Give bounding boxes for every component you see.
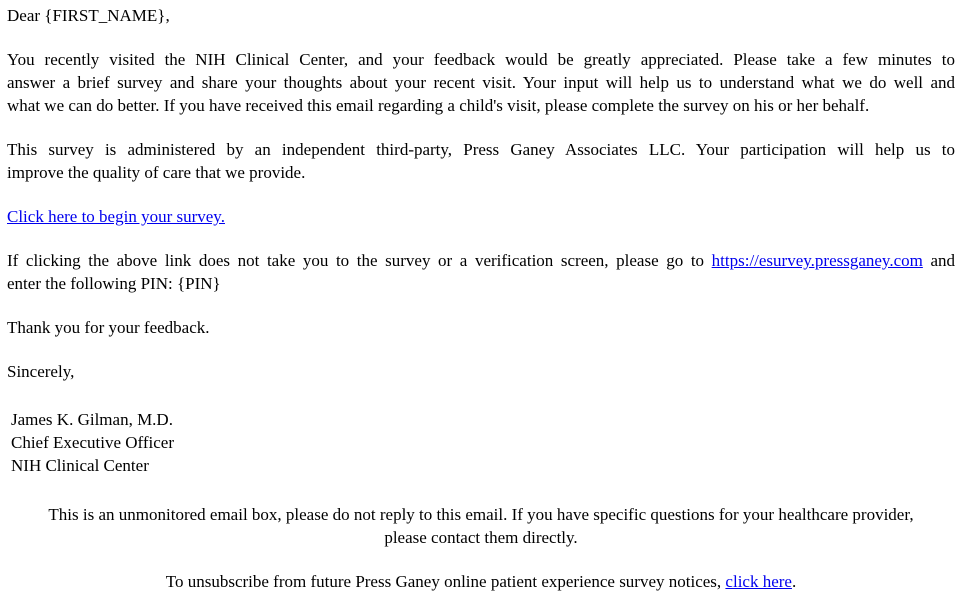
unsubscribe-text: To unsubscribe from future Press Ganey online patient experience survey notices, — [165, 572, 726, 591]
survey-link-paragraph — [7, 205, 955, 228]
intro-line-1: You recently visited the NIH Clinical Center, and your feedback would be greatly appreciated. Please take a few minutes to — [7, 50, 955, 69]
unsubscribe-line — [7, 570, 955, 593]
signature-title: Chief Executive Officer — [11, 433, 175, 452]
signature-block — [7, 408, 955, 477]
begin-survey-link[interactable]: Click here to begin your survey. — [7, 207, 225, 226]
admin-line-2: improve the quality of care that we provide. — [7, 163, 306, 182]
pin-line-1-text-before: If clicking the above link does not take you to the survey or a verification screen, please go to — [7, 251, 712, 270]
admin-line-1: This survey is administered by an independent third-party, Press Ganey Associates LLC. Your participation will help us to — [7, 140, 955, 159]
unsubscribe-link[interactable]: click here — [725, 572, 792, 591]
pin-line-2: enter the following PIN: {PIN} — [7, 274, 221, 293]
unmonitored-notice-line-2: please contact them directly. — [384, 528, 578, 547]
unmonitored-notice-line-1: This is an unmonitored email box, please do not reply to this email. If you have specific questions for your healthcare provider, — [48, 505, 914, 524]
intro-line-2: answer a brief survey and share your thoughts about your recent visit. Your input will help us to understand what we do well and — [7, 73, 955, 92]
esurvey-url-link[interactable]: https://esurvey.pressganey.com — [711, 251, 923, 270]
unmonitored-notice — [7, 503, 955, 549]
pin-line-1-text-after: and — [922, 251, 956, 270]
admin-paragraph — [7, 138, 955, 184]
unsubscribe-period: . — [791, 572, 797, 591]
greeting: Dear {FIRST_NAME}, — [7, 6, 170, 25]
intro-paragraph — [7, 48, 955, 117]
closing-line: Sincerely, — [7, 362, 75, 381]
thanks-line: Thank you for your feedback. — [7, 318, 210, 337]
signature-name: James K. Gilman, M.D. — [11, 410, 173, 429]
signature-org: NIH Clinical Center — [11, 456, 149, 475]
pin-paragraph — [7, 249, 955, 295]
intro-line-3: what we can do better. If you have received this email regarding a child's visit, please complete the survey on his or her behalf. — [7, 96, 870, 115]
pin-line-1 — [7, 249, 955, 272]
